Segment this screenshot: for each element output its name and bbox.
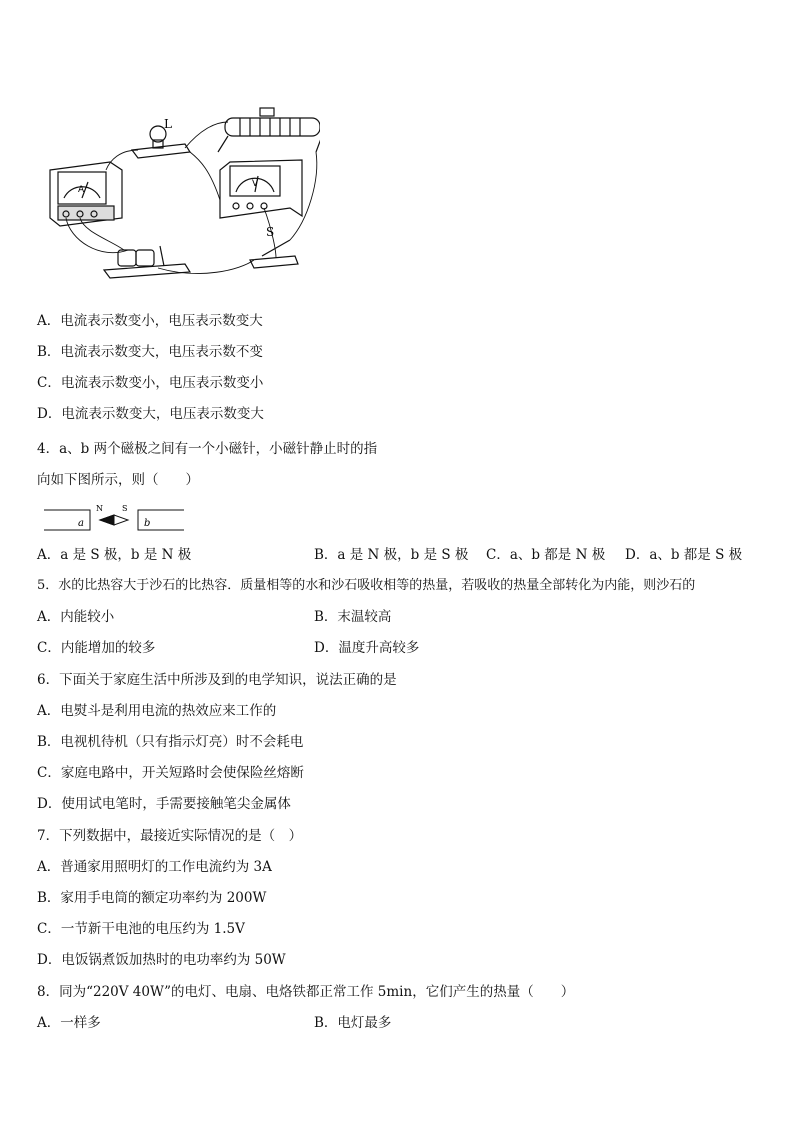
- bulb-label: L: [164, 117, 172, 131]
- rheostat: [218, 108, 320, 152]
- q7-option-b: B．家用手电筒的额定功率约为 200W: [37, 890, 267, 906]
- ammeter-symbol: A: [78, 185, 85, 195]
- switch-label: S: [266, 225, 275, 239]
- q4-option-c: C．a、b 都是 N 极: [486, 547, 606, 563]
- pole-b-label: b: [144, 518, 151, 529]
- needle-s-label: S: [122, 504, 128, 513]
- voltmeter-symbol: V: [252, 179, 259, 189]
- q3-option-b: B．电流表示数变大，电压表示数不变: [37, 344, 263, 360]
- q6-option-a: A．电熨斗是利用电流的热效应来工作的: [37, 703, 277, 719]
- q4-option-a: A．a 是 S 极，b 是 N 极: [37, 547, 192, 563]
- magnet-figure: [40, 500, 190, 536]
- q6-option-b: B．电视机待机（只有指示灯亮）时不会耗电: [37, 734, 304, 750]
- q7-option-c: C．一节新干电池的电压约为 1.5V: [37, 921, 245, 937]
- q7-option-a: A．普通家用照明灯的工作电流约为 3A: [37, 859, 272, 875]
- voltmeter: [220, 160, 302, 218]
- q3-option-a: A．电流表示数变小，电压表示数变大: [37, 313, 263, 329]
- q8-option-a: A．一样多: [37, 1015, 101, 1031]
- q4-stem-line1: 4．a、b 两个磁极之间有一个小磁针，小磁针静止时的指: [37, 441, 378, 457]
- q4-option-d: D．a、b 都是 S 极: [625, 547, 743, 563]
- q6-option-d: D．使用试电笔时，手需要接触笔尖金属体: [37, 796, 291, 812]
- q5-option-c: C．内能增加的较多: [37, 640, 156, 656]
- bulb-holder: [132, 126, 190, 158]
- ammeter: [50, 162, 122, 226]
- q6-stem: 6．下面关于家庭生活中所涉及到的电学知识，说法正确的是: [37, 672, 397, 688]
- circuit-figure: [40, 100, 320, 280]
- q4-stem-line2: 向如下图所示，则（ ）: [37, 472, 199, 488]
- pole-a-label: a: [78, 518, 84, 529]
- q7-option-d: D．电饭锅煮饭加热时的电功率约为 50W: [37, 952, 286, 968]
- q8-option-b: B．电灯最多: [314, 1015, 392, 1031]
- battery: [104, 246, 190, 278]
- q6-option-c: C．家庭电路中，开关短路时会使保险丝熔断: [37, 765, 304, 781]
- needle-n-label: N: [96, 504, 103, 513]
- q3-option-d: D．电流表示数变大，电压表示数变大: [37, 406, 264, 422]
- q8-stem: 8．同为“220V 40W”的电灯、电扇、电烙铁都正常工作 5min，它们产生的热量（ ）: [37, 984, 575, 1000]
- q7-stem: 7．下列数据中，最接近实际情况的是（ ）: [37, 828, 303, 844]
- q5-option-a: A．内能较小: [37, 609, 115, 625]
- q3-option-c: C．电流表示数变小，电压表示数变小: [37, 375, 264, 391]
- q4-option-b: B．a 是 N 极，b 是 S 极: [314, 547, 469, 563]
- q5-option-b: B．末温较高: [314, 609, 392, 625]
- q5-stem: 5．水的比热容大于沙石的比热容．质量相等的水和沙石吸收相等的热量，若吸收的热量全部转化为内能，则沙石的: [37, 578, 696, 593]
- q5-option-d: D．温度升高较多: [314, 640, 420, 656]
